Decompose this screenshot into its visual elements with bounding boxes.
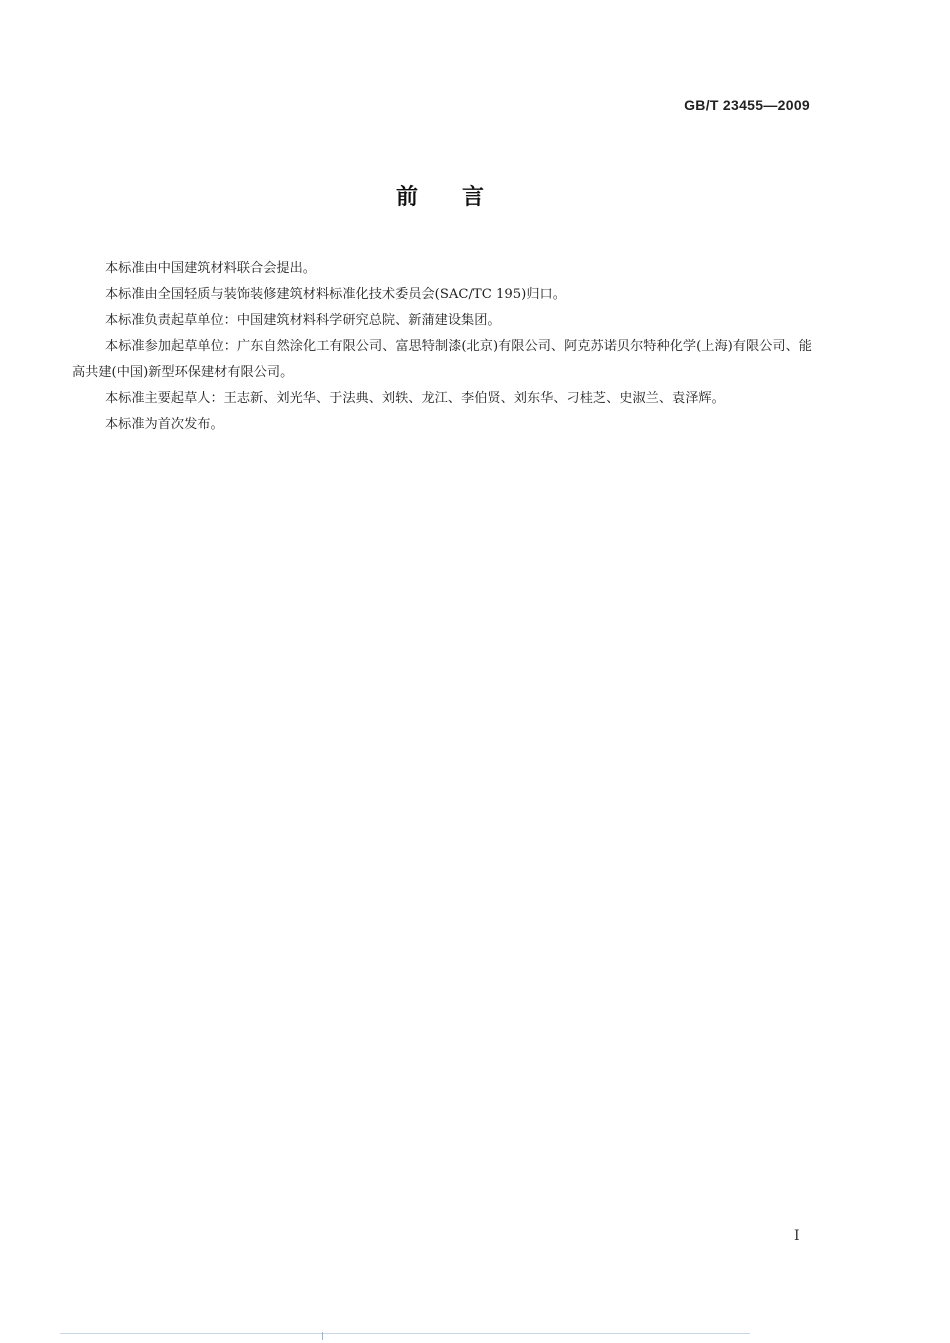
scan-edge-tick xyxy=(322,1332,323,1340)
paragraph-first-release: 本标准为首次发布。 xyxy=(105,417,224,432)
section-title-part1: 前 xyxy=(395,185,418,210)
scan-edge-line xyxy=(60,1333,750,1334)
paragraph-lead-drafters: 本标准负责起草单位：中国建筑材料科学研究总院、新蒲建设集团。 xyxy=(105,313,501,328)
paragraph-participating-drafters: 本标准参加起草单位：广东自然涂化工有限公司、富思特制漆(北京)有限公司、阿克苏诺贝尔特种化学(上海)有限公司、能高共建(中国)新型环保建材有限公司。 xyxy=(72,339,812,380)
paragraph-main-drafters: 本标准主要起草人：王志新、刘光华、于法典、刘轶、龙江、李伯贤、刘东华、刁桂芝、史淑兰、袁泽辉。 xyxy=(105,391,725,406)
paragraph-committee: 本标准由全国轻质与装饰装修建筑材料标准化技术委员会(SAC/TC 195)归口。 xyxy=(105,287,566,302)
section-title-part2: 言 xyxy=(462,185,485,210)
paragraph-proposer: 本标准由中国建筑材料联合会提出。 xyxy=(105,261,316,276)
page-number: I xyxy=(794,1228,800,1244)
section-title xyxy=(0,180,880,211)
standard-number: GB/T 23455—2009 xyxy=(684,97,810,113)
foreword-body xyxy=(72,256,812,438)
